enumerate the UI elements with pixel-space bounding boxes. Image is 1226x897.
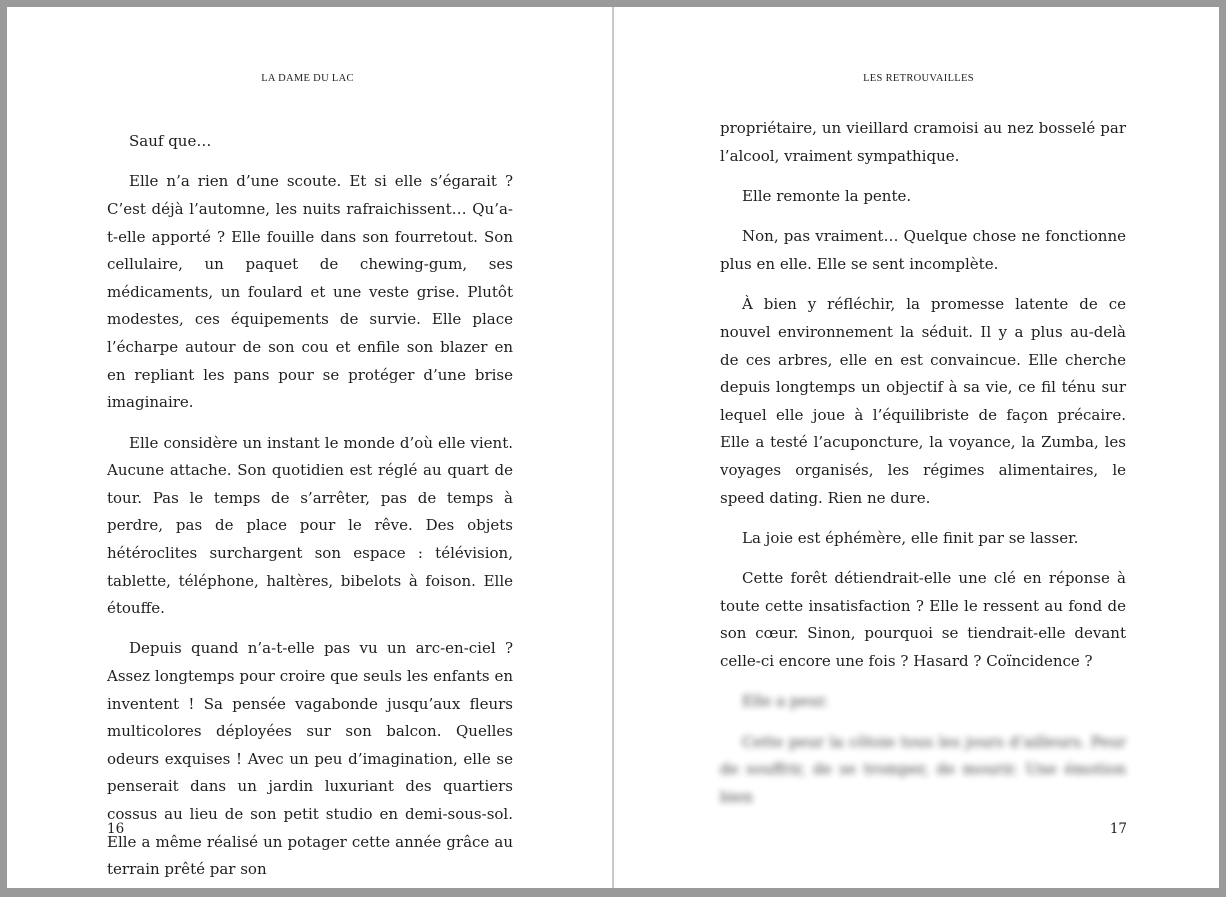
right-page-body [720,115,1126,824]
right-paragraph-5: La joie est éphémère, elle finit par se lasser. [742,528,1079,547]
left-paragraph-4: Depuis quand n’a-t-elle pas vu un arc-en-ciel ? Assez longtemps pour croire que seuls les enfants en inventent ! Sa pensée vagabonde jusqu’aux fleurs multicolores déployées sur son balcon. Quelles odeurs exquises ! Avec un peu d’imagination, elle se penserait dans un jardin luxuriant des quartiers cossus au lieu de son petit studio en demi-sous-sol. Elle a même réalisé un potager cette année grâce au terrain prêté par son [107,639,513,879]
book-spread [7,7,1219,888]
left-page [7,7,612,888]
right-running-head: LES RETROUVAILLES [863,73,974,84]
right-paragraph-3: Non, pas vraiment… Quelque chose ne fonctionne plus en elle. Elle se sent incomplète. [720,227,1126,273]
left-page-body [107,128,513,897]
left-page-number: 16 [107,821,125,837]
left-paragraph-2: Elle n’a rien d’une scoute. Et si elle s’égarait ? C’est déjà l’automne, les nuits rafraichissent… Qu’a-t-elle apporté ? Elle fouille dans son fourretout. Son cellulaire, un paquet de chewing-gum, ses médicaments, un foulard et une veste grise. Plutôt modestes, ces équipements de survie. Elle place l’écharpe autour de son cou et enfile son blazer en en repliant les pans pour se protéger d’une brise imaginaire. [107,172,513,412]
right-paragraph-1: propriétaire, un vieillard cramoisi au nez bosselé par l’alcool, vraiment sympathique. [720,119,1126,165]
right-page [614,7,1219,888]
left-paragraph-1: Sauf que… [129,132,212,150]
blurred-paragraph-2: Cette peur la côtoie tous les jours d’ailleurs. Peur de souffrir, de se tromper, de mourir. Une émotion bien [720,732,1126,807]
left-running-head: LA DAME DU LAC [261,73,354,84]
left-paragraph-3: Elle considère un instant le monde d’où elle vient. Aucune attache. Son quotidien est réglé au quart de tour. Pas le temps de s’arrêter, pas de temps à perdre, pas de place pour le rêve. Des objets hétéroclites surchargent son espace : télévision, tablette, téléphone, haltères, bibelots à foison. Elle étouffe. [107,433,513,618]
right-paragraph-2: Elle remonte la pente. [742,186,912,205]
right-paragraph-4: À bien y réfléchir, la promesse latente de ce nouvel environnement la séduit. Il y a plus au-delà de ces arbres, elle en est convaincue. Elle cherche depuis longtemps un objectif à sa vie, ce fil ténu sur lequel elle joue à l’équilibriste de façon précaire. Elle a testé l’acuponcture, la voyance, la Zumba, les voyages organisés, les régimes alimentaires, le speed dating. Rien ne dure. [720,295,1126,507]
right-page-number: 17 [1109,821,1127,837]
right-paragraph-6: Cette forêt détiendrait-elle une clé en réponse à toute cette insatisfaction ? Elle le ressent au fond de son cœur. Sinon, pourquoi se tiendrait-elle devant celle-ci encore une fois ? Hasard ? Coïncidence ? [720,569,1126,671]
blurred-paragraph-1: Elle a peur. [742,692,829,711]
